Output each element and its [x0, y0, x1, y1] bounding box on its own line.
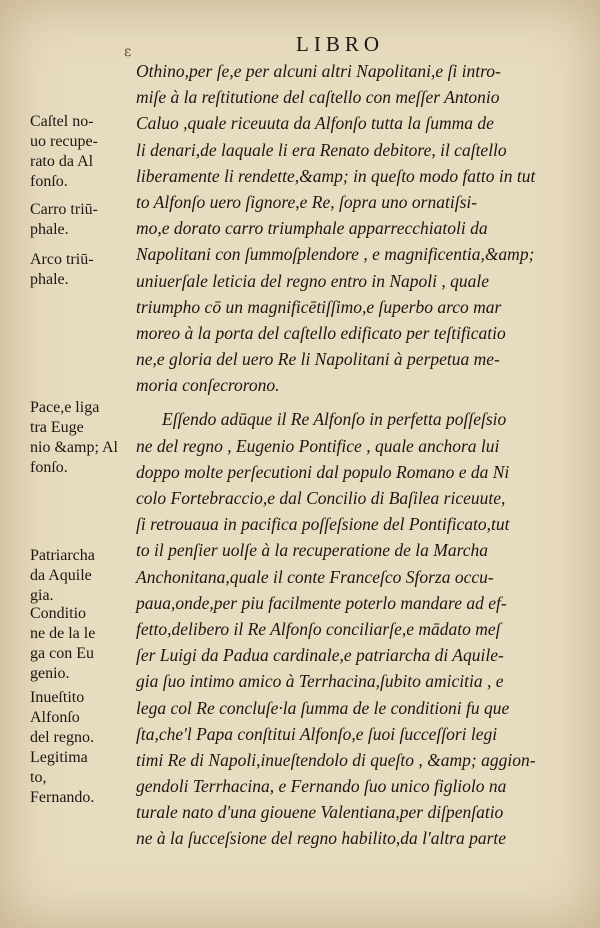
margin-note-carro	[30, 200, 134, 240]
text-line: gendoli Terrhacina, e Fernando ſuo unico figliolo na	[136, 776, 507, 797]
note-line: Caſtel no-	[30, 113, 94, 130]
margin-note-castel	[30, 112, 134, 192]
note-line: da Aquile	[30, 567, 92, 584]
margin-note-conditio	[30, 604, 134, 684]
note-line: Pace,e liga	[30, 399, 100, 416]
paragraph-1	[136, 58, 568, 398]
margin-note-patriarcha	[30, 546, 134, 606]
note-line: del regno.	[30, 729, 94, 746]
margin-note-arco	[30, 250, 134, 290]
margin-note-inuestito	[30, 688, 134, 748]
note-line: uo recupe-	[30, 133, 98, 150]
note-line: Arco triū-	[30, 251, 94, 268]
page-corner-mark: ε	[124, 44, 132, 60]
note-line: ne de la le	[30, 625, 96, 642]
note-line: Patriarcha	[30, 547, 95, 564]
running-head: LIBRO	[296, 32, 384, 56]
note-line: gia.	[30, 587, 54, 604]
main-text-block	[136, 58, 568, 852]
text-line: to il penſier uolſe à la recuperatione de la Marcha	[136, 540, 489, 561]
text-line: Othino,per ſe,e per alcuni altri Napolitani,e ſi intro-	[136, 61, 501, 81]
text-line: moreo à la porta del caſtello edificato per teſtificatio	[136, 322, 506, 343]
text-line: colo Fortebraccio,e dal Concilio di Baſilea riceuute,	[136, 488, 506, 508]
text-line: ſta,che'l Papa conſtitui Alfonſo,e ſuoi ſucceſſori legi	[136, 723, 498, 744]
note-line: ga con Eu	[30, 645, 94, 662]
note-line: rato da Al	[30, 153, 94, 170]
text-line: lega col Re concluſe·la ſumma de le conditioni fu que	[136, 697, 510, 718]
text-line: mo,e dorato carro triumphale apparrecchiatoli da	[136, 218, 488, 239]
text-line: fetto,delibero il Re Alfonſo conciliarſe,e mādato meſ	[136, 618, 501, 639]
text-line: li denari,de laquale li era Renato debitore, il caſtello	[136, 139, 507, 160]
text-line: moria conſecrorono.	[136, 375, 280, 396]
note-line: genio.	[30, 665, 70, 682]
text-line: turale nato d'una giouene Valentiana,per diſpenſatio	[136, 802, 504, 823]
text-line: liberamente li rendette,&amp; in queſto modo fatto in tut	[136, 165, 536, 186]
text-line: doppo molte perſecutioni dal populo Romano e da Ni	[136, 461, 510, 482]
margin-note-pace	[30, 398, 134, 478]
note-line: Fernando.	[30, 789, 95, 806]
note-line: phale.	[30, 271, 69, 288]
note-line: Conditio	[30, 605, 87, 622]
text-line: Eſſendo adūque il Re Alfonſo in perfetta poſſeſsio	[162, 409, 507, 430]
text-line: timi Re di Napoli,inueſtendolo di queſto , &amp; aggion-	[136, 749, 536, 770]
text-line: gia ſuo intimo amico à Terrhacina,ſubito amicitia , e	[136, 671, 504, 692]
text-line: Anchonitana,quale il conte Franceſco Sforza occu-	[136, 566, 494, 587]
note-line: Legitima	[30, 749, 88, 766]
text-line: to Alfonſo uero ſignore,e Re, ſopra uno ornatiſsi-	[136, 191, 478, 212]
text-line: Caluo ,quale riceuuta da Alfonſo tutta la ſumma de	[136, 113, 494, 134]
text-line: ſi retrouaua in pacifica poſſeſsione del Pontificato,tut	[136, 514, 510, 535]
note-line: phale.	[30, 221, 69, 238]
text-line: uniuerſale leticia del regno entro in Napoli , quale	[136, 270, 490, 291]
note-line: Alfonſo	[30, 709, 80, 726]
note-line: fonſo.	[30, 459, 68, 476]
note-line: fonſo.	[30, 173, 68, 190]
note-line: Carro triū-	[30, 201, 98, 218]
margin-note-legitima	[30, 748, 134, 808]
text-line: Napolitani con ſummoſplendore , e magnificentia,&amp;	[136, 244, 535, 265]
note-line: Inueſtito	[30, 689, 85, 706]
text-line: ſer Luigi da Padua cardinale,e patriarcha di Aquile-	[136, 645, 504, 666]
text-line: ne del regno , Eugenio Pontifice , quale anchora lui	[136, 435, 500, 456]
note-line: to,	[30, 769, 47, 786]
paragraph-gap	[136, 398, 568, 406]
text-line: paua,onde,per piu facilmente poterlo mandare ad ef-	[136, 592, 507, 613]
text-line: ne à la ſucceſsione del regno habilito,da l'altra parte	[136, 828, 507, 849]
text-line: miſe à la reſtitutione del caſtello con meſſer Antonio	[136, 87, 500, 108]
note-line: nio &amp; Al	[30, 439, 118, 456]
text-line: triumpho cō un magnificētiſſimo,e ſuperbo arco mar	[136, 296, 502, 317]
text-line: ne,e gloria del uero Re li Napolitani à perpetua me-	[136, 349, 500, 370]
note-line: tra Euge	[30, 419, 84, 436]
paragraph-2	[136, 406, 568, 851]
